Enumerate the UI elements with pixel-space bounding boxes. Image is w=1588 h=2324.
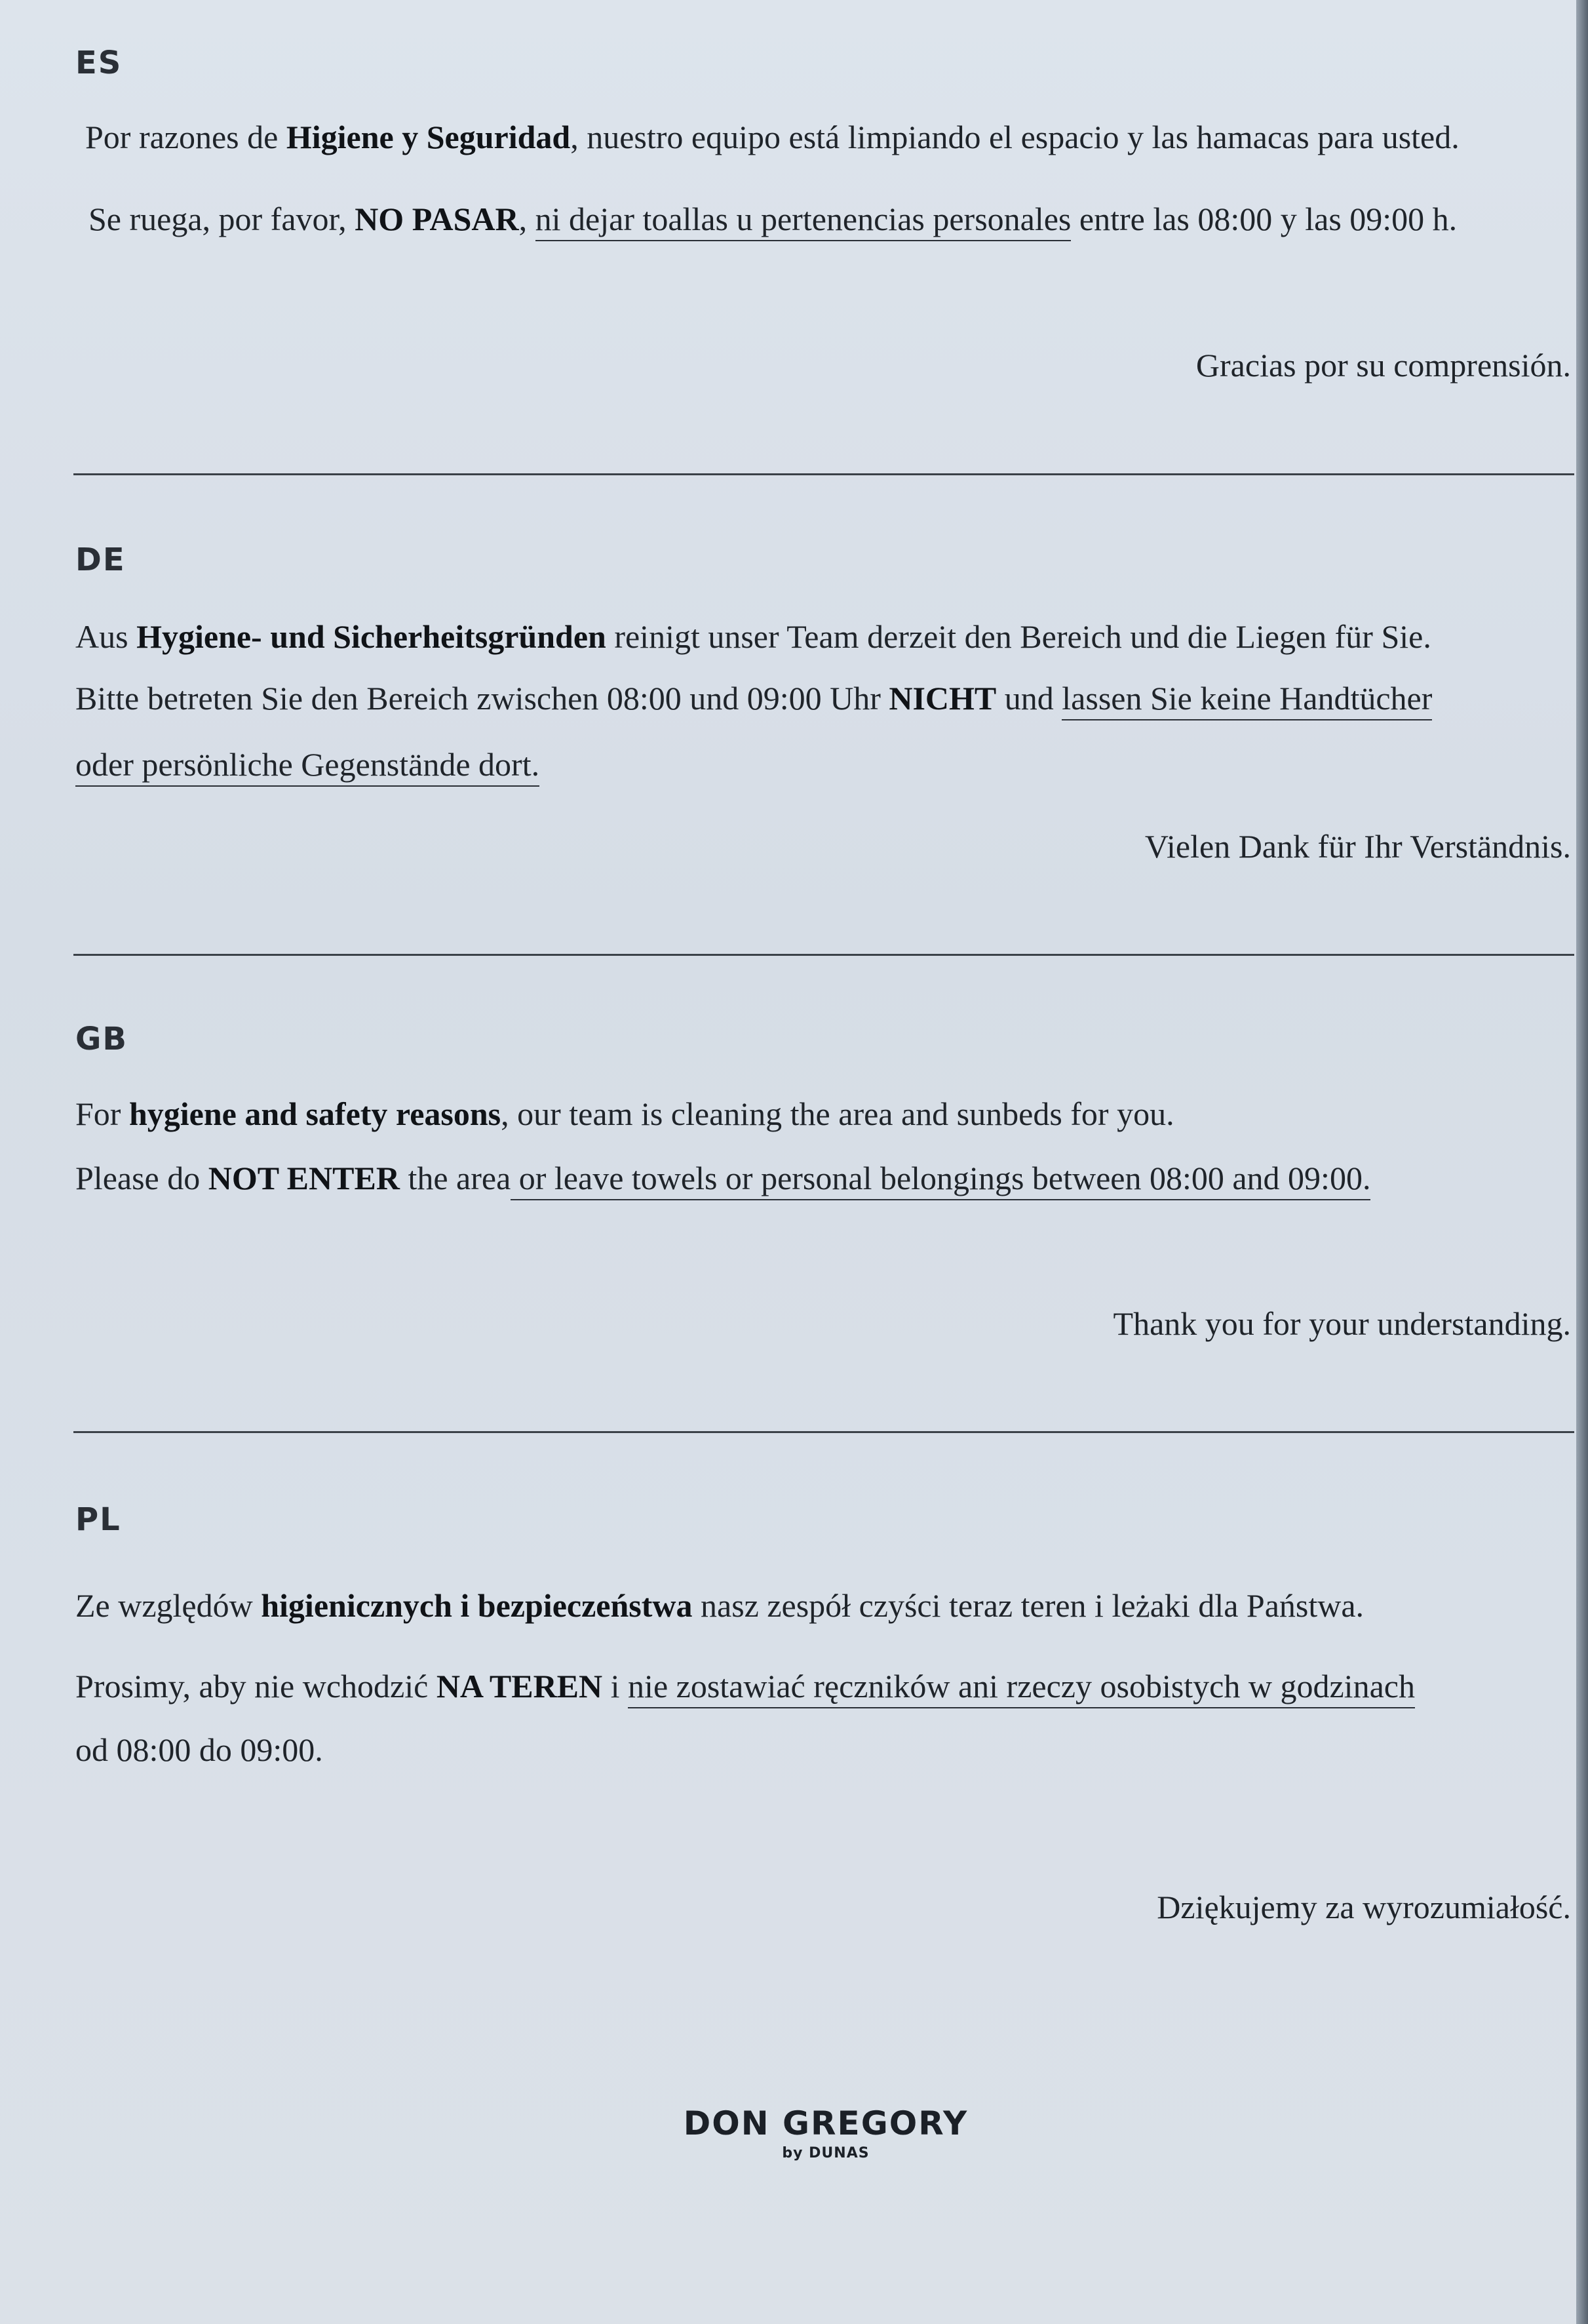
de-line-1-post: reinigt unser Team derzeit den Bereich und die Liegen für Sie. [606, 618, 1431, 655]
de-line-2-underline: lassen Sie keine Handtücher [1062, 680, 1432, 720]
de-line-2-mid: und [996, 680, 1062, 717]
gb-line-1-pre: For [75, 1095, 129, 1132]
pl-line-1 [75, 1586, 1364, 1625]
gb-line-1-post: , our team is cleaning the area and sunbeds for you. [501, 1095, 1174, 1132]
photo-edge [1576, 0, 1588, 2324]
gb-line-2-underline: or leave towels or personal belongings between 08:00 and 09:00. [511, 1160, 1370, 1200]
pl-line-3 [75, 1731, 323, 1769]
es-line-1-bold: Higiene y Seguridad [286, 119, 571, 155]
gb-line-1-bold: hygiene and safety reasons [128, 1095, 501, 1132]
pl-line-2-pre: Prosimy, aby nie wchodzić [75, 1668, 436, 1704]
es-line-1-post: , nuestro equipo está limpiando el espacio y las hamacas para usted. [570, 119, 1460, 155]
logo-name: DON GREGORY [683, 2104, 969, 2142]
de-thanks: Vielen Dank für Ihr Verständnis. [1144, 828, 1571, 865]
pl-line-1-bold: higienicznych i bezpieczeństwa [261, 1587, 693, 1624]
es-line-2-underline: ni dejar toallas u pertenencias personales [535, 201, 1072, 241]
pl-line-1-pre: Ze względów [75, 1587, 261, 1624]
language-code-de: DE [75, 542, 126, 578]
logo-subtitle: by DUNAS [782, 2145, 870, 2161]
pl-thanks: Dziękujemy za wyrozumiałość. [1157, 1889, 1571, 1925]
divider-3 [73, 1431, 1574, 1433]
de-line-3-underline: oder persönliche Gegenstände dort. [75, 746, 539, 787]
de-line-1-bold: Hygiene- und Sicherheitsgründen [136, 618, 606, 655]
pl-line-2-underline: nie zostawiać ręczników ani rzeczy osobistych w godzinach [628, 1668, 1415, 1708]
de-line-2 [75, 679, 1432, 717]
es-line-1 [85, 118, 1460, 156]
de-line-3 [75, 745, 539, 783]
de-line-1 [75, 618, 1431, 656]
gb-line-2-bold: NOT ENTER [208, 1160, 400, 1196]
language-code-es: ES [75, 45, 123, 81]
language-code-gb: GB [75, 1021, 128, 1057]
de-line-2-bold: NICHT [889, 680, 997, 717]
pl-line-2 [75, 1667, 1415, 1705]
pl-line-1-post: nasz zespół czyści teraz teren i leżaki dla Państwa. [692, 1587, 1365, 1624]
language-code-pl: PL [75, 1501, 121, 1538]
es-line-1-pre: Por razones de [85, 119, 286, 155]
es-line-2-bold: NO PASAR [355, 201, 519, 237]
divider-2 [73, 954, 1574, 956]
de-line-2-pre: Bitte betreten Sie den Bereich zwischen 08:00 und 09:00 Uhr [75, 680, 889, 717]
es-line-2-pre: Se ruega, por favor, [88, 201, 355, 237]
gb-line-2-pre: Please do [75, 1160, 208, 1196]
gb-line-1 [75, 1095, 1174, 1133]
gb-line-2-mid: the area [399, 1160, 511, 1196]
gb-line-2 [75, 1159, 1370, 1197]
es-thanks: Gracias por su comprensión. [1195, 347, 1571, 384]
de-line-1-pre: Aus [75, 618, 137, 655]
es-line-2 [88, 200, 1457, 238]
gb-thanks: Thank you for your understanding. [1113, 1305, 1571, 1342]
pl-line-2-mid: i [602, 1668, 629, 1704]
brand-logo [682, 2104, 970, 2161]
divider-1 [73, 473, 1574, 475]
es-line-2-post: entre las 08:00 y las 09:00 h. [1071, 201, 1458, 237]
pl-line-2-bold: NA TEREN [436, 1668, 603, 1704]
es-line-2-mid: , [518, 201, 535, 237]
pl-line-3-text: od 08:00 do 09:00. [75, 1731, 323, 1768]
